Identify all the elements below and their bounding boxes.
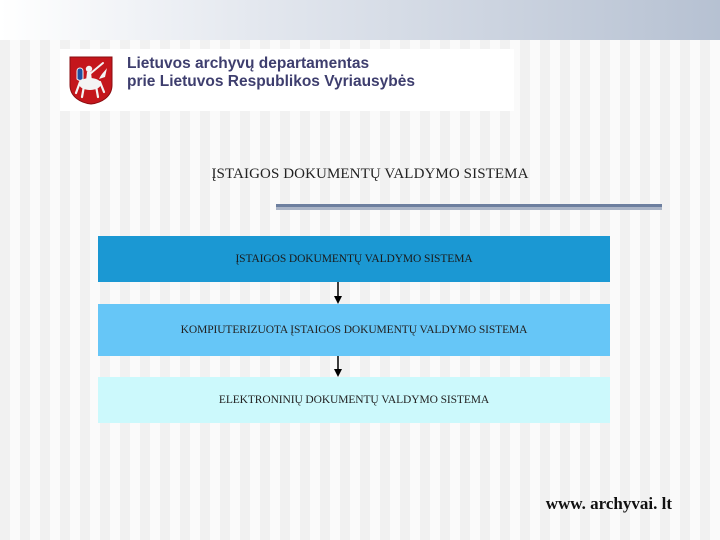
organization-name-line-1: Lietuvos archyvų departamentas (127, 55, 370, 72)
diagram-box-1: ĮSTAIGOS DOKUMENTŲ VALDYMO SISTEMA (98, 236, 610, 282)
down-arrow-icon (331, 282, 345, 304)
website-link[interactable]: www. archyvai. lt (545, 494, 672, 513)
slide-title: ĮSTAIGOS DOKUMENTŲ VALDYMO SISTEMA (211, 166, 529, 182)
organization-name-line-2: prie Lietuvos Respublikos Vyriausybės (127, 73, 415, 90)
lithuanian-coat-of-arms-icon (68, 55, 114, 105)
down-arrow-icon (331, 356, 345, 377)
diagram-box-3: ELEKTRONINIŲ DOKUMENTŲ VALDYMO SISTEMA (98, 377, 610, 423)
title-underline-shadow (276, 207, 662, 210)
logo-banner (60, 49, 514, 111)
top-banner (0, 0, 720, 40)
diagram-box-2: KOMPIUTERIZUOTA ĮSTAIGOS DOKUMENTŲ VALDYMO SISTEMA (98, 304, 610, 356)
